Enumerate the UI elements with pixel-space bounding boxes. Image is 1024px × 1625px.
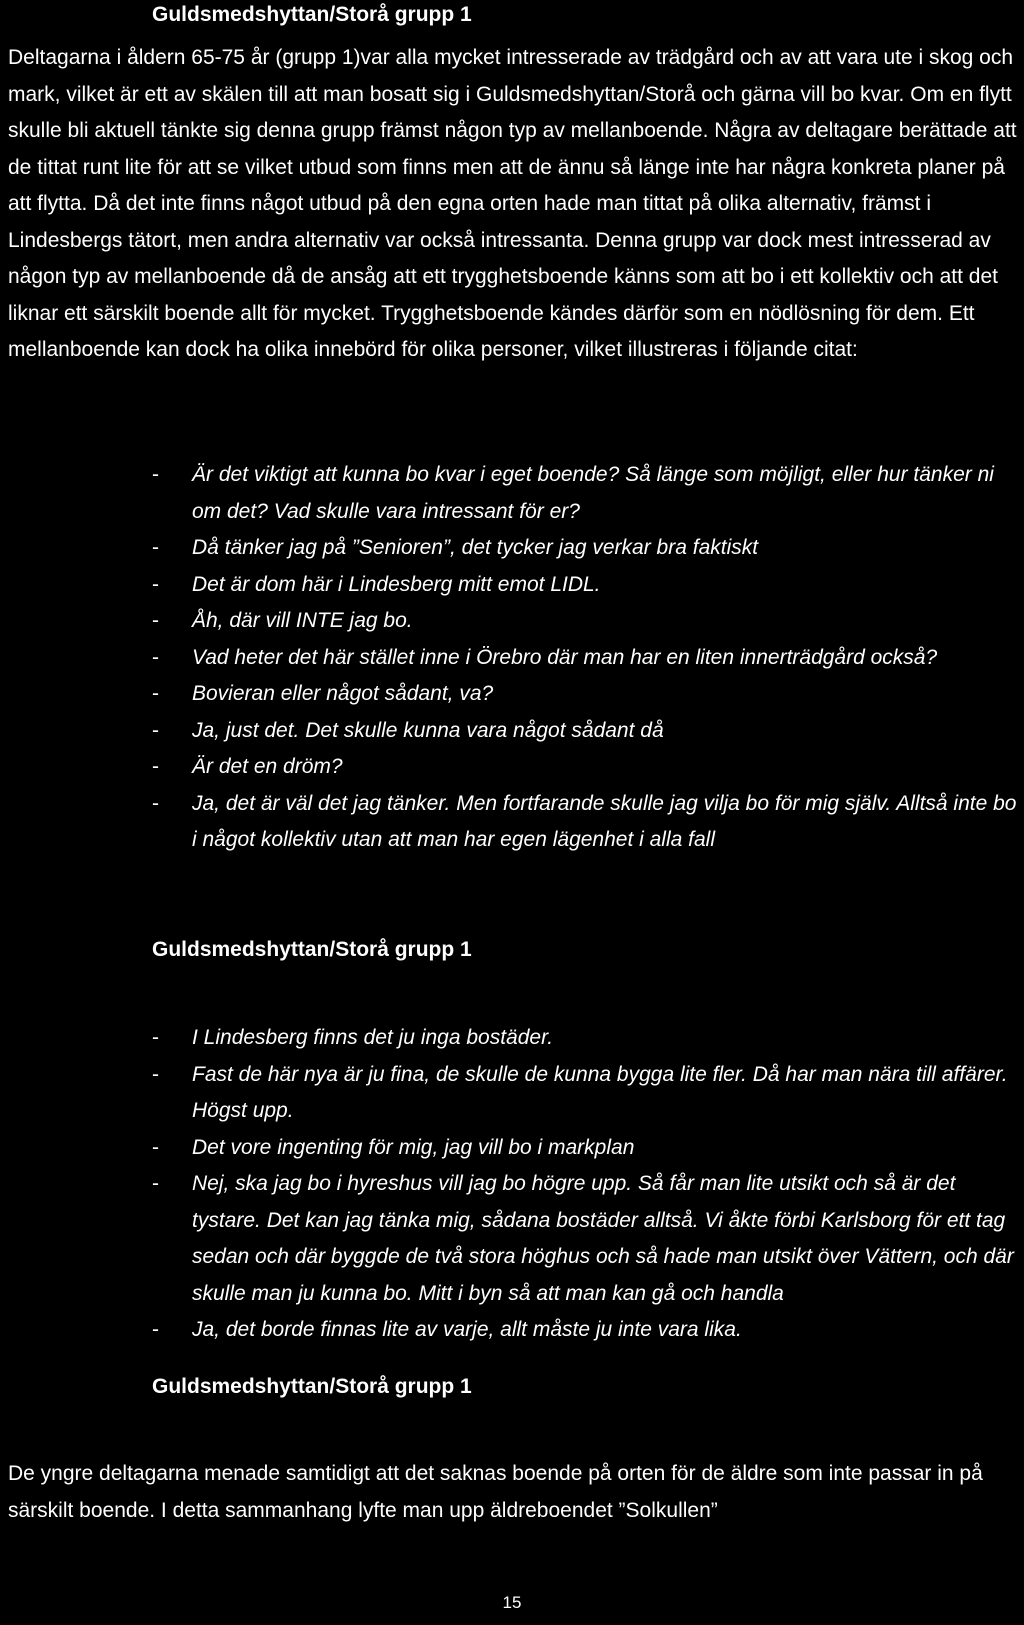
list-dash: - (152, 572, 159, 596)
quote-item (140, 1057, 1020, 1130)
quote-item (140, 713, 1020, 750)
quote-item (140, 640, 1020, 677)
quote-source-caption: Guldsmedshyttan/Storå grupp 1 (152, 1375, 472, 1398)
page-number: 15 (502, 1593, 522, 1612)
list-dash: - (152, 536, 159, 559)
quote-item (140, 567, 1020, 604)
quote-text: Bovieran eller något sådant, va? (192, 682, 494, 705)
quote-item (140, 1130, 1020, 1167)
quote-text: Åh, där vill INTE jag bo. (192, 609, 413, 632)
quote-text: Nej, ska jag bo i hyreshus vill jag bo högre upp. Så får man lite utsikt och så är det tystare. Det kan jag tänka mig, sådana bostäder alltså. Vi åkte förbi Karlsborg för ett tag sedan och där byggde de två stora höghus och så hade man utsikt över Vättern, och där skulle man ju kunna bo. Mitt i byn så att man kan gå och handla (192, 1172, 1014, 1305)
quote-list-2 (140, 1020, 1020, 1349)
list-dash: - (152, 1172, 159, 1195)
quote-text: Då tänker jag på ”Senioren”, det tycker jag verkar bra faktiskt (192, 536, 759, 559)
quote-item (140, 749, 1020, 786)
quote-item (140, 1020, 1020, 1057)
quote-item (140, 603, 1020, 640)
quote-item (140, 1166, 1020, 1312)
quote-list-1 (140, 457, 1020, 859)
quote-item (140, 1312, 1020, 1349)
quote-text: Är det en dröm? (192, 755, 343, 778)
list-dash: - (152, 609, 159, 632)
section-title: Guldsmedshyttan/Storå grupp 1 (152, 3, 472, 26)
list-dash: - (152, 645, 159, 669)
quote-source-caption: Guldsmedshyttan/Storå grupp 1 (152, 938, 472, 961)
quote-text: Det vore ingenting för mig, jag vill bo i markplan (192, 1135, 635, 1159)
intro-paragraph: Deltagarna i åldern 65-75 år (grupp 1)var alla mycket intresserade av trädgård och av att vara ute i skog och mark, vilket är ett av skälen till att man bosatt sig i Guldsmedshyttan/Storå och gärna vill bo kvar. Om en flytt skulle bli aktuell tänkte sig denna grupp främst någon typ av mellanboende. Några av deltagare berättade att de tittat runt lite för att se vilket utbud som finns men att de ännu så länge inte har några konkreta planer på att flytta. Då det inte finns något utbud på den egna orten hade man tittat på olika alternativ, främst i Lindesbergs tätort, men andra alternativ var också intressanta. Denna grupp var dock mest intresserad av någon typ av mellanboende då de ansåg att ett trygghetsboende känns som att bo i ett kollektiv och att det liknar ett särskilt boende allt för mycket. Trygghetsboende kändes därför som en nödlösning för dem. Ett mellanboende kan dock ha olika innebörd för olika personer, vilket illustreras i följande citat: (8, 46, 1017, 361)
closing-paragraph: De yngre deltagarna menade samtidigt att det saknas boende på orten för de äldre som inte passar in på särskilt boende. I detta sammanhang lyfte man upp äldreboendet ”Solkullen” (8, 1462, 983, 1522)
list-dash: - (152, 1062, 159, 1086)
quote-item (140, 786, 1020, 859)
list-dash: - (152, 791, 159, 815)
quote-item (140, 457, 1020, 530)
list-dash: - (152, 718, 159, 742)
quote-text: Ja, det är väl det jag tänker. Men fortfarande skulle jag vilja bo för mig själv. Alltså inte bo i något kollektiv utan att man har egen lägenhet i alla fall (192, 791, 1017, 851)
quote-text: Fast de här nya är ju fina, de skulle de kunna bygga lite fler. Då har man nära till affärer. Högst upp. (192, 1062, 1008, 1122)
list-dash: - (152, 463, 159, 486)
quote-text: Är det viktigt att kunna bo kvar i eget boende? Så länge som möjligt, eller hur tänker ni om det? Vad skulle vara intressant för er? (192, 463, 994, 523)
list-dash: - (152, 1026, 159, 1049)
quote-text: Det är dom här i Lindesberg mitt emot LIDL. (192, 572, 601, 596)
quote-text: Vad heter det här stället inne i Örebro där man har en liten innerträdgård också? (192, 645, 938, 669)
quote-text: I Lindesberg finns det ju inga bostäder. (192, 1026, 554, 1049)
quote-item (140, 676, 1020, 713)
list-dash: - (152, 1318, 159, 1341)
list-dash: - (152, 682, 159, 705)
list-dash: - (152, 755, 159, 778)
quote-item (140, 530, 1020, 567)
quote-text: Ja, just det. Det skulle kunna vara något sådant då (192, 718, 664, 742)
list-dash: - (152, 1135, 159, 1159)
quote-text: Ja, det borde finnas lite av varje, allt måste ju inte vara lika. (192, 1318, 742, 1341)
